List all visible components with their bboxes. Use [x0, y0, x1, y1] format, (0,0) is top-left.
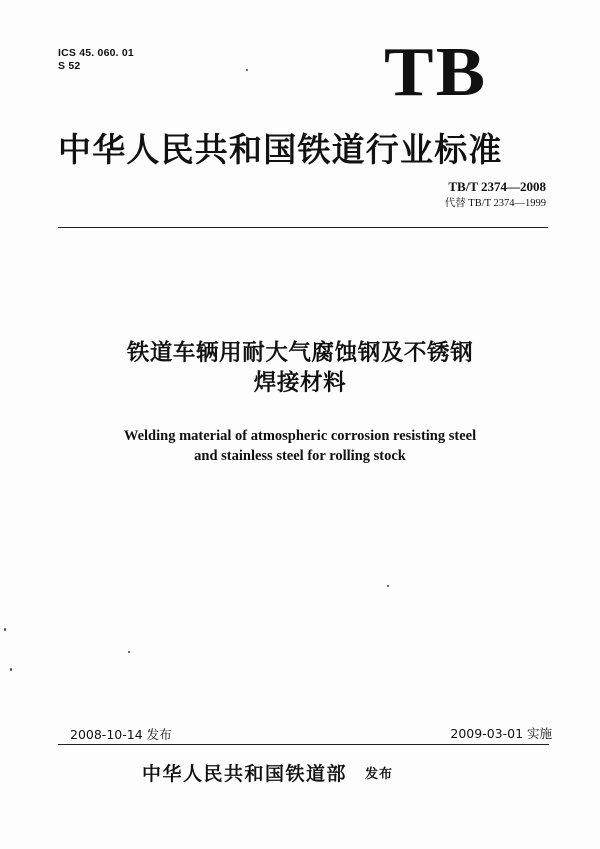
- scan-speck: [10, 668, 12, 671]
- tb-logo: TB: [384, 34, 488, 111]
- classification-codes: [58, 47, 134, 73]
- english-title-line-2: and stainless steel for rolling stock: [194, 448, 406, 464]
- chinese-title-line-2: 焊接材料: [253, 370, 347, 396]
- ccs-code: S 52: [58, 60, 81, 72]
- issue-date: 2008-10-14 发布: [70, 727, 172, 742]
- standard-number: TB/T 2374—2008: [448, 179, 546, 194]
- scan-speck: [4, 628, 6, 631]
- scan-speck: [246, 69, 248, 71]
- chinese-title: [0, 338, 600, 398]
- issuer-name: 中华人民共和国铁道部: [142, 763, 348, 785]
- scan-speck: [128, 651, 130, 653]
- standard-organization-title: 中华人民共和国铁道行业标准: [58, 130, 503, 169]
- implementation-date: 2009-03-01 实施: [450, 726, 552, 741]
- issuing-authority: [142, 762, 393, 787]
- issuer-suffix: 发布: [365, 767, 394, 782]
- chinese-title-line-1: 铁道车辆用耐大气腐蚀钢及不锈钢: [126, 340, 474, 366]
- english-title-line-1: Welding material of atmospheric corrosion resisting steel: [123, 428, 477, 444]
- footer-divider: [58, 744, 549, 745]
- english-title: [0, 426, 600, 466]
- header-divider: [58, 227, 548, 228]
- scan-speck: [387, 585, 389, 587]
- replaced-standard: 代替 TB/T 2374—1999: [444, 198, 546, 209]
- ics-code: ICS 45. 060. 01: [58, 47, 134, 59]
